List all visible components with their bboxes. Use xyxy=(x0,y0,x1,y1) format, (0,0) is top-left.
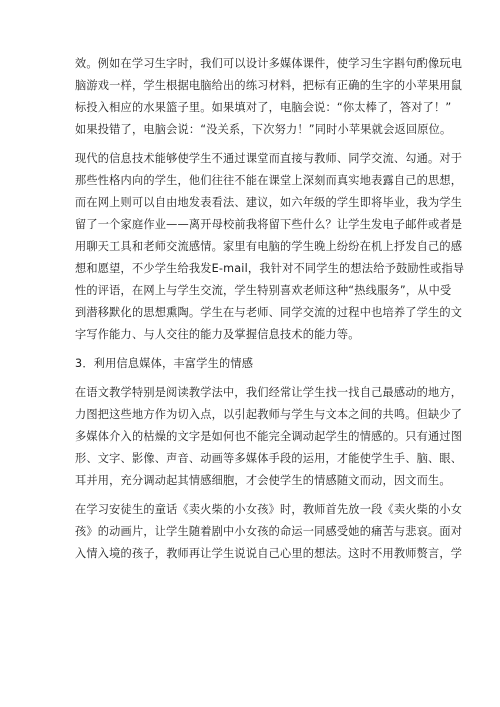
text-line: 用聊天工具和老师交流感情。家里有电脑的学生晚上纷纷在机上抒发自己的感 xyxy=(75,240,463,253)
text-line: 现代的信息技术能够使学生不通过课堂而直接与教师、同学交流、勾通。对于 xyxy=(75,152,463,165)
text-line: 效。例如在学习生字时，我们可以设计多媒体课件，使学习生字斟句酌像玩电 xyxy=(75,57,463,70)
text-line: 留了一个家庭作业——离开母校前我将留下些什么？让学生发电子邮件或者是 xyxy=(75,218,463,231)
paragraph xyxy=(75,499,463,565)
text-line: 想和愿望，不少学生给我发E-mail，我针对不同学生的想法给予鼓励性或指导 xyxy=(75,262,465,275)
text-line: 性的评语，在网上与学生交流，学生特别喜欢老师这种“热线服务”，从中受 xyxy=(75,284,452,297)
text-line: 形、文字、影像、声音、动画等多媒体手段的运用，才能使学生手、脑、眼、 xyxy=(75,452,463,465)
text-line: 孩》的动画片，让学生随着剧中小女孩的命运一同感受她的痛苦与悲哀。面对 xyxy=(75,525,463,538)
text-line: 在语文教学特别是阅读教学法中，我们经常让学生找一找自己最感动的地方， xyxy=(75,386,463,399)
text-line: 到潜移默化的思想熏陶。学生在与老师、同学交流的过程中也培养了学生的文 xyxy=(75,306,463,319)
text-line: 多媒体介入的枯燥的文字是如何也不能完全调动起学生的情感的。只有通过图 xyxy=(75,430,463,443)
text-line: 在学习安徒生的童话《卖火柴的小女孩》时，教师首先放一段《卖火柴的小女 xyxy=(75,503,463,516)
text-line: 那些性格内向的学生，他们往往不能在课堂上深刻而真实地表露自己的思想， xyxy=(75,174,463,187)
text-line: 脑游戏一样，学生根据电脑给出的练习材料，把标有正确的生字的小苹果用鼠 xyxy=(75,79,463,92)
document-body xyxy=(75,53,465,565)
paragraph xyxy=(75,148,465,346)
text-line: 如果投错了，电脑会说：“没关系，下次努力！”同时小苹果就会返回原位。 xyxy=(75,123,452,136)
section-heading xyxy=(75,353,431,375)
text-line: 字写作能力、与人交往的能力及掌握信息技术的能力等。 xyxy=(75,328,360,341)
paragraph xyxy=(75,382,463,492)
text-line: 标投入相应的水果篮子里。如果填对了，电脑会说：“你太棒了，答对了！” xyxy=(75,101,452,114)
text-line: 入情入境的孩子，教师再让学生说说自己心里的想法。这时不用教师赘言，学 xyxy=(75,547,463,560)
text-line: 耳并用，充分调动起其情感细胞，才会使学生的情感随文而动，因文而生。 xyxy=(75,474,451,487)
heading-text: 3．利用信息媒体，丰富学生的情感 xyxy=(75,357,254,370)
paragraph xyxy=(75,53,463,141)
text-line: 而在网上则可以自由地发表看法、建议，如六年级的学生即将毕业，我为学生 xyxy=(75,196,463,209)
text-line: 力图把这些地方作为切入点，以引起教师与学生与文本之间的共鸣。但缺少了 xyxy=(75,408,463,421)
